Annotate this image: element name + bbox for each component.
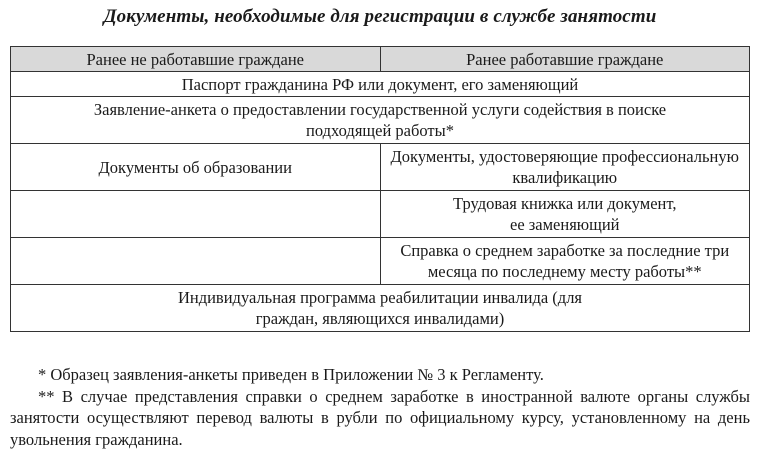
footnotes [10,364,750,450]
cell-application: Заявление-анкета о предоставлении государственной услуги содействия в поиске подходящей работы* [11,97,750,144]
cell-empty [11,191,381,238]
table-row [11,191,750,238]
cell-qualification-docs: Документы, удостоверяющие профессиональную квалификацию [380,144,750,191]
table-header-row [11,47,750,72]
header-not-employed: Ранее не работавшие граждане [11,47,381,72]
cell-passport: Паспорт гражданина РФ или документ, его заменяющий [11,72,750,97]
cell-empty [11,238,381,285]
documents-table [10,46,750,332]
table-row [11,285,750,332]
table-row [11,97,750,144]
table-row [11,72,750,97]
table-row [11,144,750,191]
header-previously-employed: Ранее работавшие граждане [380,47,750,72]
footnote-2: ** В случае представления справки о среднем заработке в иностранной валюте органы службы занятости осуществляют перевод валюты в рубли по официальному курсу, установленному на день увольнения гражданина. [10,386,750,449]
cell-education-docs: Документы об образовании [11,144,381,191]
table-row [11,238,750,285]
document-title: Документы, необходимые для регистрации в службе занятости [103,6,657,27]
cell-workbook: Трудовая книжка или документ, ее заменяющий [380,191,750,238]
footnote-1: * Образец заявления-анкеты приведен в Приложении № 3 к Регламенту. [38,365,544,384]
cell-rehab-program: Индивидуальная программа реабилитации инвалида (для граждан, являющихся инвалидами) [11,285,750,332]
cell-salary-certificate: Справка о среднем заработке за последние три месяца по последнему месту работы** [380,238,750,285]
